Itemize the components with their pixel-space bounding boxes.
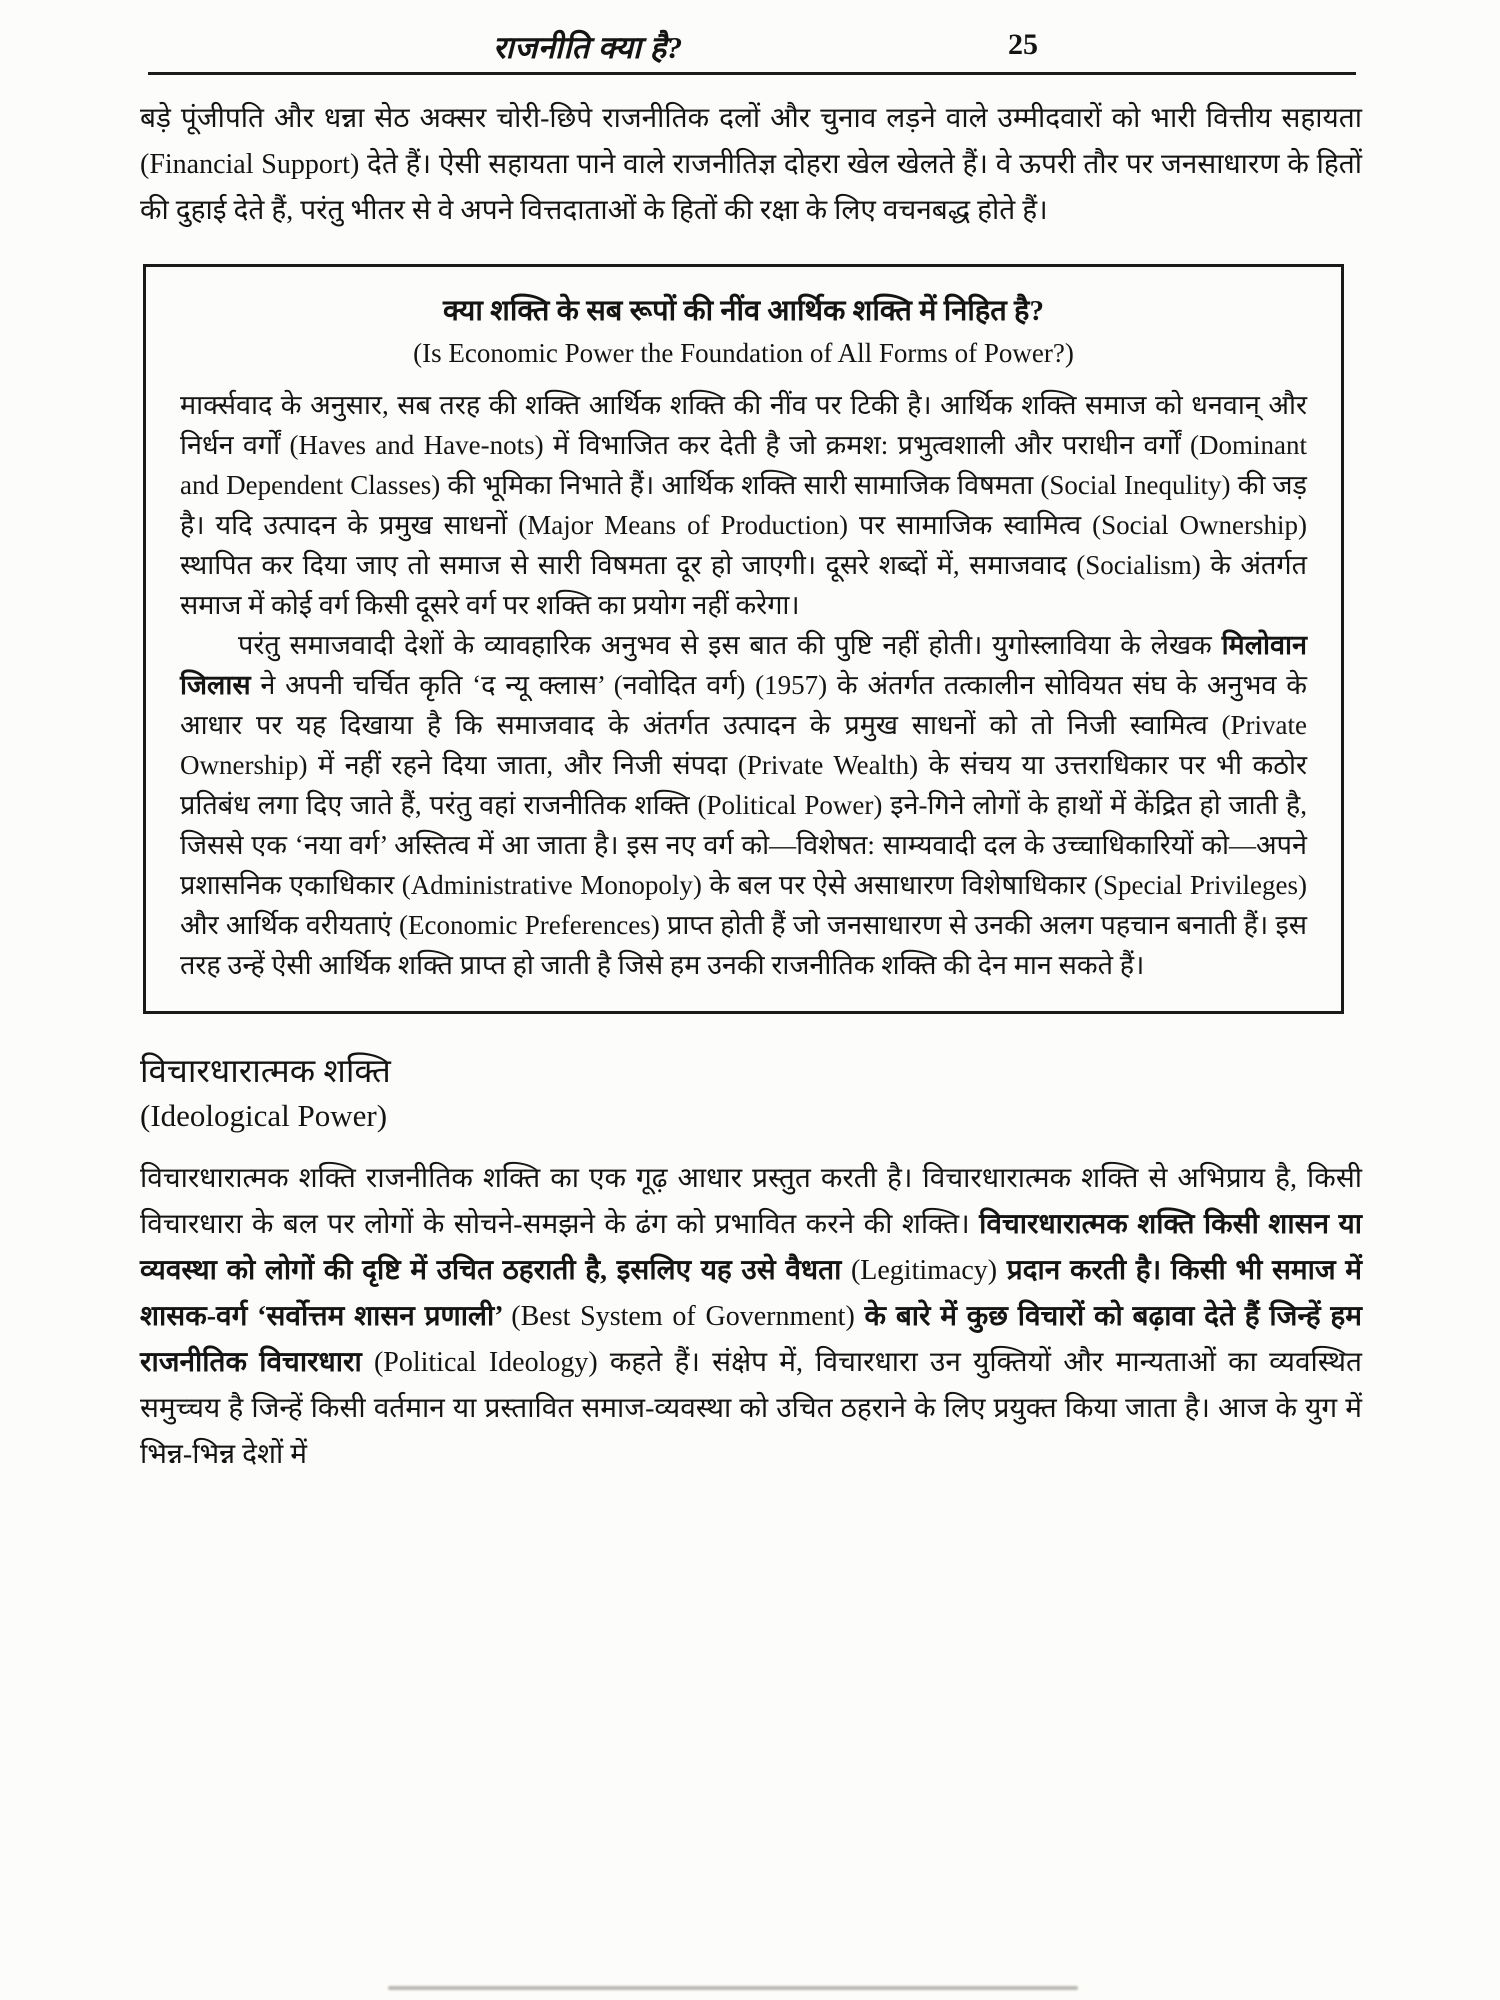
- box-subtitle: (Is Economic Power the Foundation of All Forms of Power?): [413, 338, 1074, 368]
- box-paragraph-2: परंतु समाजवादी देशों के व्यावहारिक अनुभव से इस बात की पुष्टि नहीं होती। युगोस्लाविया के लेखक मिलोवान जिलास ने अपनी चर्चित कृति ‘द न्यू क्लास’ (नवोदित वर्ग) (1957) के अंतर्गत तत्कालीन सोवियत संघ के अनुभव के आधार पर यह दिखाया है कि समाजवाद के अंतर्गत उत्पादन के प्रमुख साधनों को तो निजी स्वामित्व (Private Ownership) में नहीं रहने दिया जाता, और निजी संपदा (Private Wealth) के संचय या उत्तराधिकार पर भी कठोर प्रतिबंध लगा दिए जाते हैं, परंतु वहां राजनीतिक शक्ति (Political Power) इने-गिने लोगों के हाथों में केंद्रित हो जाती है, जिससे एक ‘नया वर्ग’ अस्तित्व में आ जाता है। इस नए वर्ग को—विशेषत: साम्यवादी दल के उच्चाधिकारियों को—अपने प्रशासनिक एकाधिकार (Administrative Monopoly) के बल पर ऐसे असाधारण विशेषाधिकार (Special Privileges) और आर्थिक वरीयताएं (Economic Preferences) प्राप्त होती हैं जो जनसाधारण से उनकी अलग पहचान बनाती हैं। इस तरह उन्हें ऐसी आर्थिक शक्ति प्राप्त हो जाती है जिसे हम उनकी राजनीतिक शक्ति की देन मान सकते हैं।: [180, 630, 1307, 980]
- header-rule: [148, 72, 1356, 75]
- section-heading-english: (Ideological Power): [140, 1098, 388, 1133]
- ideology-paragraph: विचारधारात्मक शक्ति राजनीतिक शक्ति का एक गूढ़ आधार प्रस्तुत करती है। विचारधारात्मक शक्ति से अभिप्राय है, किसी विचारधारा के बल पर लोगों के सोचने-समझने के ढंग को प्रभावित करने की शक्ति। विचारधारात्मक शक्ति किसी शासन या व्यवस्था को लोगों की दृष्टि में उचित ठहराती है, इसलिए यह उसे वैधता (Legitimacy) प्रदान करती है। किसी भी समाज में शासक-वर्ग ‘सर्वोत्तम शासन प्रणाली’ (Best System of Government) के बारे में कुछ विचारों को बढ़ावा देते हैं जिन्हें हम राजनीतिक विचारधारा (Political Ideology) कहते हैं। संक्षेप में, विचारधारा उन युक्तियों और मान्यताओं का व्यवस्थित समुच्चय है जिन्हें किसी वर्तमान या प्रस्तावित समाज-व्यवस्था को उचित ठहराने के लिए प्रयुक्त किया जाता है। आज के युग में भिन्न-भिन्न देशों में: [140, 1163, 1363, 1470]
- running-title: राजनीति क्या है?: [493, 30, 683, 65]
- page-header: [148, 26, 1358, 72]
- bottom-scan-artifact: [388, 1986, 1078, 1990]
- economic-power-box: [143, 264, 1344, 1014]
- page-number: 25: [1008, 28, 1038, 61]
- page-content: [140, 96, 1362, 1478]
- intro-paragraph: बड़े पूंजीपति और धन्ना सेठ अक्सर चोरी-छिपे राजनीतिक दलों और चुनाव लड़ने वाले उम्मीदवारों को भारी वित्तीय सहायता (Financial Support) देते हैं। ऐसी सहायता पाने वाले राजनीतिज्ञ दोहरा खेल खेलते हैं। वे ऊपरी तौर पर जनसाधारण के हितों की दुहाई देते हैं, परंतु भीतर से वे अपने वित्तदाताओं के हितों की रक्षा के लिए वचनबद्ध होते हैं।: [140, 103, 1362, 226]
- section-heading-hindi: विचारधारात्मक शक्ति: [140, 1054, 391, 1090]
- box-title: क्या शक्ति के सब रूपों की नींव आर्थिक शक्ति में निहित है?: [443, 295, 1044, 327]
- box-paragraph-1: मार्क्सवाद के अनुसार, सब तरह की शक्ति आर्थिक शक्ति की नींव पर टिकी है। आर्थिक शक्ति समाज को धनवान् और निर्धन वर्गों (Haves and Have-nots) में विभाजित कर देती है जो क्रमश: प्रभुत्वशाली और पराधीन वर्गों (Dominant and Dependent Classes) की भूमिका निभाते हैं। आर्थिक शक्ति सारी सामाजिक विषमता (Social Inequlity) की जड़ है। यदि उत्पादन के प्रमुख साधनों (Major Means of Production) पर सामाजिक स्वामित्व (Social Ownership) स्थापित कर दिया जाए तो समाज से सारी विषमता दूर हो जाएगी। दूसरे शब्दों में, समाजवाद (Socialism) के अंतर्गत समाज में कोई वर्ग किसी दूसरे वर्ग पर शक्ति का प्रयोग नहीं करेगा।: [180, 390, 1307, 620]
